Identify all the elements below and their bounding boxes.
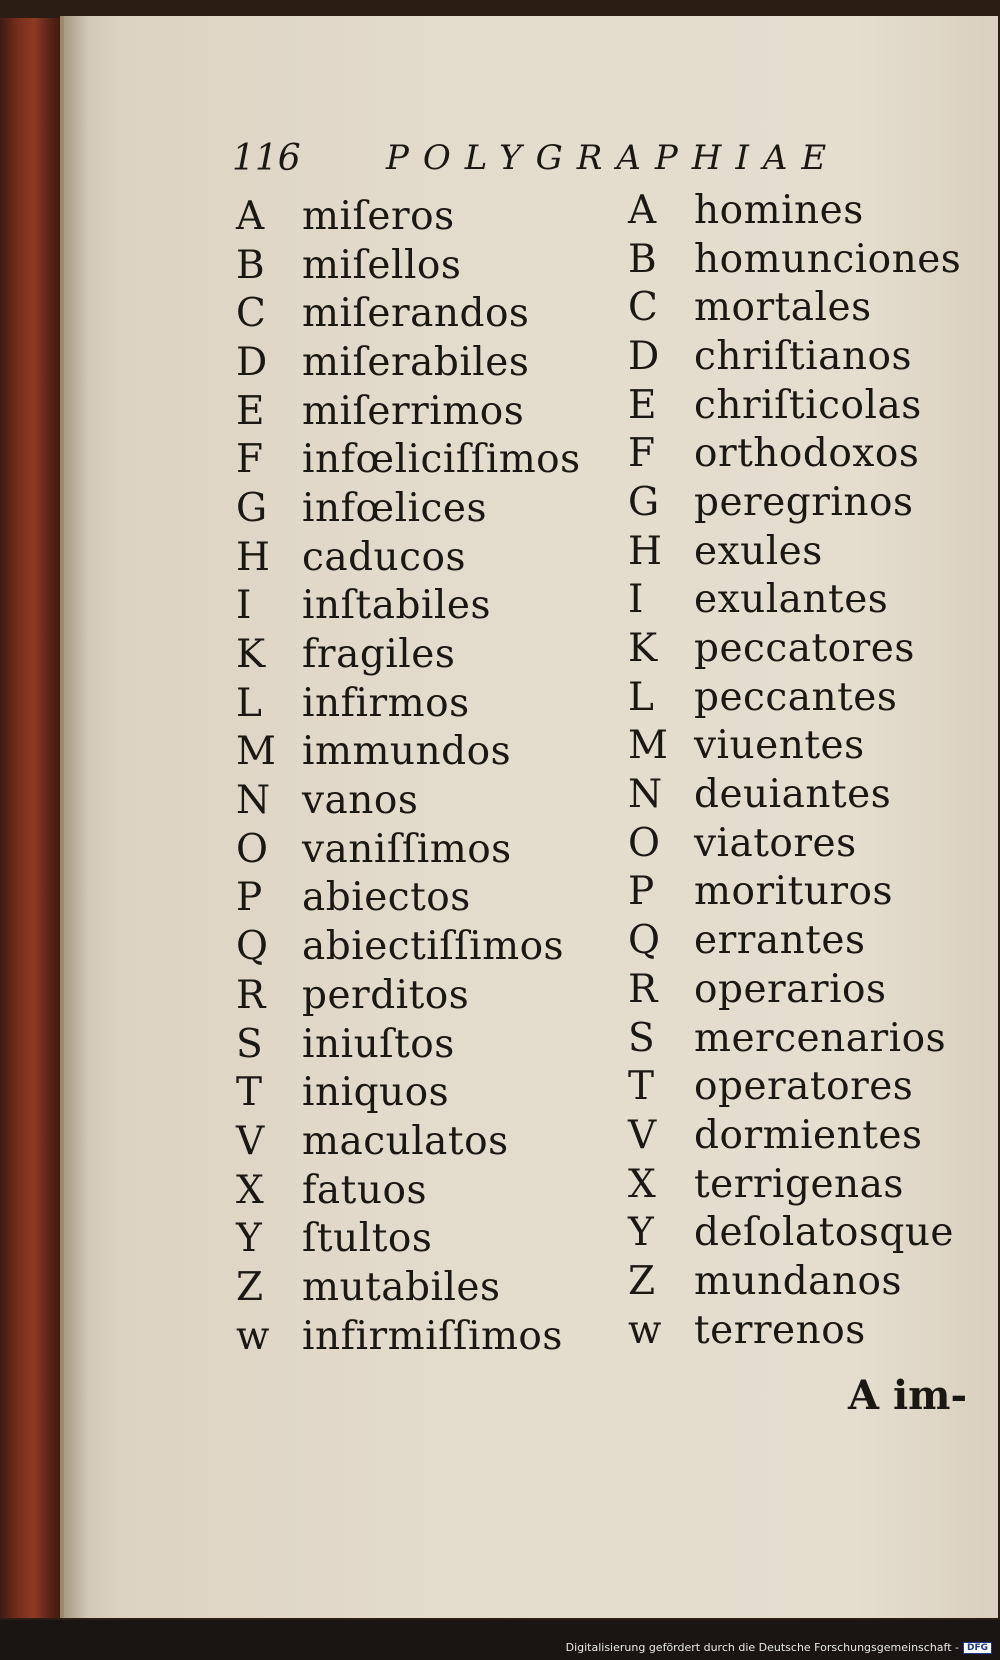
list-item bbox=[236, 582, 581, 631]
row-word: miſerandos bbox=[302, 291, 530, 337]
digitization-credit bbox=[566, 1641, 992, 1654]
list-item bbox=[236, 971, 581, 1020]
row-word: chriſticolas bbox=[694, 382, 922, 428]
row-letter: B bbox=[236, 242, 265, 288]
row-letter: P bbox=[628, 869, 655, 915]
row-word: fatuos bbox=[302, 1167, 427, 1213]
row-letter: L bbox=[628, 674, 654, 720]
row-word: abiectiſſimos bbox=[302, 924, 565, 970]
row-word: mercenarios bbox=[694, 1015, 947, 1061]
list-item bbox=[236, 533, 581, 582]
row-letter: E bbox=[236, 388, 265, 434]
row-letter: S bbox=[628, 1015, 655, 1061]
row-letter: F bbox=[628, 431, 656, 477]
row-word: infirmiſſimos bbox=[302, 1313, 563, 1359]
row-letter: M bbox=[236, 729, 276, 775]
list-item bbox=[236, 825, 581, 874]
list-item bbox=[628, 332, 961, 381]
list-item bbox=[628, 1160, 961, 1209]
row-word: infœliciſſimos bbox=[302, 437, 581, 483]
row-letter: G bbox=[236, 485, 268, 531]
running-title: POLYGRAPHIAE bbox=[386, 138, 841, 178]
row-word: homines bbox=[694, 187, 864, 233]
row-letter: N bbox=[236, 778, 271, 824]
list-item bbox=[236, 387, 581, 436]
row-letter: R bbox=[236, 972, 266, 1018]
row-word: caducos bbox=[302, 534, 467, 580]
list-item bbox=[628, 1111, 961, 1160]
list-item bbox=[628, 1208, 961, 1257]
row-word: deſolatosque bbox=[694, 1210, 955, 1256]
row-letter: X bbox=[236, 1167, 264, 1213]
list-item bbox=[236, 1263, 581, 1312]
row-word: mundanos bbox=[694, 1258, 903, 1304]
list-item bbox=[236, 241, 581, 290]
row-letter: V bbox=[236, 1118, 265, 1164]
row-letter: Y bbox=[628, 1210, 654, 1256]
row-word: deuiantes bbox=[694, 772, 892, 818]
row-word: operarios bbox=[694, 966, 887, 1012]
row-word: immundos bbox=[302, 729, 512, 775]
row-word: peregrinos bbox=[694, 479, 914, 525]
row-word: iniquos bbox=[302, 1070, 450, 1116]
row-letter: K bbox=[628, 626, 658, 672]
list-item bbox=[236, 1312, 581, 1361]
row-letter: Q bbox=[236, 924, 268, 970]
list-item bbox=[628, 1062, 961, 1111]
row-word: vaniſſimos bbox=[302, 826, 512, 872]
list-item bbox=[628, 235, 961, 284]
row-word: maculatos bbox=[302, 1118, 509, 1164]
row-word: infirmos bbox=[302, 680, 470, 726]
list-item bbox=[628, 965, 961, 1014]
list-item bbox=[236, 728, 581, 777]
row-word: viuentes bbox=[694, 723, 865, 769]
row-letter: T bbox=[236, 1070, 263, 1116]
row-letter: R bbox=[628, 966, 658, 1012]
list-item bbox=[628, 478, 961, 527]
row-word: miſerabiles bbox=[302, 339, 530, 385]
list-item bbox=[236, 922, 581, 971]
row-word: miſellos bbox=[302, 242, 462, 288]
list-item bbox=[236, 1020, 581, 1069]
row-letter: V bbox=[628, 1112, 657, 1158]
row-word: operatores bbox=[694, 1064, 914, 1110]
row-word: exulantes bbox=[694, 577, 889, 623]
row-word: fragiles bbox=[302, 632, 456, 678]
list-item bbox=[628, 819, 961, 868]
list-item bbox=[628, 527, 961, 576]
list-item bbox=[236, 1166, 581, 1215]
row-letter: K bbox=[236, 632, 266, 678]
left-column bbox=[236, 192, 581, 1361]
row-word: terrigenas bbox=[694, 1161, 904, 1207]
row-word: peccatores bbox=[694, 626, 915, 672]
row-letter: I bbox=[628, 577, 644, 623]
row-letter: Z bbox=[628, 1258, 656, 1304]
right-column bbox=[628, 186, 961, 1355]
row-letter: O bbox=[628, 820, 660, 866]
row-word: abiectos bbox=[302, 875, 471, 921]
list-item bbox=[628, 1014, 961, 1063]
list-item bbox=[628, 283, 961, 332]
row-letter: M bbox=[628, 723, 668, 769]
list-item bbox=[236, 1117, 581, 1166]
list-item bbox=[628, 916, 961, 965]
row-letter: S bbox=[236, 1021, 263, 1067]
row-letter: Y bbox=[236, 1216, 262, 1262]
row-word: inſtabiles bbox=[302, 583, 491, 629]
list-item bbox=[236, 874, 581, 923]
list-item bbox=[628, 429, 961, 478]
row-word: miſeros bbox=[302, 193, 455, 239]
list-item bbox=[628, 770, 961, 819]
list-item bbox=[236, 1214, 581, 1263]
row-letter: H bbox=[628, 528, 663, 574]
row-word: viatores bbox=[694, 820, 857, 866]
row-letter: w bbox=[236, 1313, 270, 1359]
row-letter: O bbox=[236, 826, 268, 872]
list-item bbox=[236, 776, 581, 825]
list-item bbox=[628, 624, 961, 673]
row-letter: F bbox=[236, 437, 264, 483]
list-item bbox=[236, 192, 581, 241]
row-word: dormientes bbox=[694, 1112, 923, 1158]
row-word: ſtultos bbox=[302, 1216, 433, 1262]
row-word: vanos bbox=[302, 778, 419, 824]
row-letter: C bbox=[628, 285, 658, 331]
page-number: 116 bbox=[232, 138, 301, 179]
book-binding bbox=[0, 18, 62, 1618]
row-word: terrenos bbox=[694, 1307, 866, 1353]
row-word: orthodoxos bbox=[694, 431, 920, 477]
row-word: homunciones bbox=[694, 236, 962, 282]
list-item bbox=[236, 289, 581, 338]
row-word: perditos bbox=[302, 972, 470, 1018]
row-letter: Q bbox=[628, 918, 660, 964]
row-letter: N bbox=[628, 772, 663, 818]
row-letter: A bbox=[628, 187, 657, 233]
list-item bbox=[628, 381, 961, 430]
row-letter: B bbox=[628, 236, 657, 282]
list-item bbox=[628, 1306, 961, 1355]
list-item bbox=[628, 868, 961, 917]
row-word: chriſtianos bbox=[694, 333, 913, 379]
row-letter: H bbox=[236, 534, 271, 580]
list-item bbox=[628, 1257, 961, 1306]
list-item bbox=[628, 722, 961, 771]
list-item bbox=[628, 673, 961, 722]
row-word: miſerrimos bbox=[302, 388, 525, 434]
row-letter: w bbox=[628, 1307, 662, 1353]
list-item bbox=[236, 435, 581, 484]
list-item bbox=[236, 630, 581, 679]
row-letter: I bbox=[236, 583, 252, 629]
row-word: morituros bbox=[694, 869, 894, 915]
row-letter: X bbox=[628, 1161, 656, 1207]
row-word: iniuſtos bbox=[302, 1021, 455, 1067]
dfg-logo: DFG bbox=[963, 1642, 992, 1654]
list-item bbox=[628, 576, 961, 625]
row-letter: A bbox=[236, 193, 265, 239]
catchword: A im- bbox=[848, 1372, 968, 1419]
row-word: infœlices bbox=[302, 485, 487, 531]
row-word: mortales bbox=[694, 285, 872, 331]
list-item bbox=[236, 679, 581, 728]
row-letter: D bbox=[628, 333, 660, 379]
row-letter: L bbox=[236, 680, 262, 726]
row-letter: P bbox=[236, 875, 263, 921]
gutter-shadow bbox=[60, 16, 88, 1618]
row-letter: G bbox=[628, 479, 660, 525]
row-letter: D bbox=[236, 339, 268, 385]
row-word: exules bbox=[694, 528, 823, 574]
row-letter: E bbox=[628, 382, 657, 428]
row-letter: Z bbox=[236, 1264, 264, 1310]
list-item bbox=[236, 1068, 581, 1117]
row-word: errantes bbox=[694, 918, 866, 964]
row-letter: C bbox=[236, 291, 266, 337]
list-item bbox=[236, 484, 581, 533]
list-item bbox=[628, 186, 961, 235]
credit-text: Digitalisierung gefördert durch die Deutsche Forschungsgemeinschaft - bbox=[565, 1641, 959, 1654]
row-letter: T bbox=[628, 1064, 655, 1110]
row-word: mutabiles bbox=[302, 1264, 501, 1310]
row-word: peccantes bbox=[694, 674, 898, 720]
list-item bbox=[236, 338, 581, 387]
